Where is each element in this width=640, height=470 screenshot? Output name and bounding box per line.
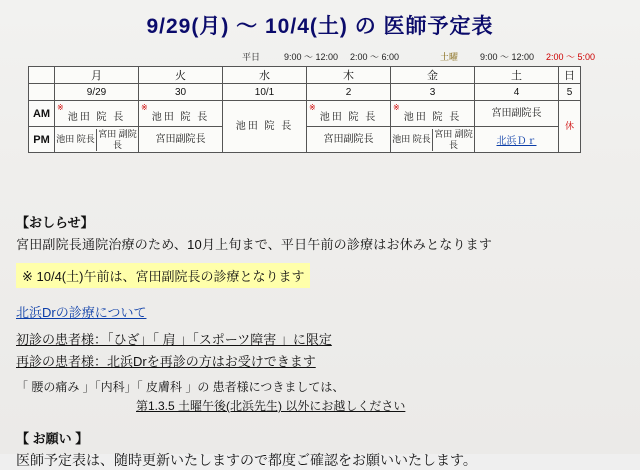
pm-mon-doctor-b: 宮田 副院長 [98, 128, 137, 150]
pm-thu [307, 127, 391, 153]
notices-section [16, 212, 628, 470]
pm-fri-doctor-b: 宮田 副院長 [434, 128, 473, 150]
date-sun: 5 [559, 84, 581, 101]
weekday-hours-label: 平日 [242, 52, 261, 62]
table-row-dayofweek [29, 67, 581, 84]
dow-fri: 金 [391, 67, 475, 84]
saturday-afternoon-hours: 2:00 ～ 5:00 [546, 52, 596, 62]
saturday-hours-label: 土曜 [440, 52, 459, 62]
am-fri [391, 101, 475, 127]
am-pm-wed [223, 101, 307, 153]
notice-heading: 【おしらせ】 [16, 215, 94, 230]
dow-sat: 土 [475, 67, 559, 84]
am-tue-doctor: 池田 院 長 [151, 112, 210, 123]
pm-sat-doctor: 北浜Ｄｒ [496, 136, 537, 147]
date-fri: 3 [391, 84, 475, 101]
pm-tue [139, 127, 223, 153]
pm-fri [391, 127, 475, 153]
am-sat-doctor: 宮田副院長 [491, 108, 542, 119]
date-tue: 30 [139, 84, 223, 101]
dow-sun: 日 [559, 67, 581, 84]
sunday-closed-label: 休 [564, 121, 574, 131]
date-mon: 9/29 [55, 84, 139, 101]
kitahama-section-title: 北浜Drの診療について [16, 305, 147, 320]
am-thu-doctor: 池田 院 長 [319, 112, 378, 123]
row-label-pm: PM [29, 127, 55, 153]
page-title: 9/29(月) ～ 10/4(土) の 医師予定表 [146, 15, 494, 38]
other-conditions-note: 「 腰の痛み 」「内科」「 皮膚科 」の 患者様につきましては、 [16, 380, 345, 394]
notice-highlight: ※ 10/4(土)午前は、宮田副院長の診療となります [16, 263, 310, 288]
asterisk-mark-am-mon: ※ [57, 103, 64, 112]
corner-cell [29, 67, 55, 84]
am-thu [307, 101, 391, 127]
request-heading: 【 お願い 】 [16, 431, 89, 446]
kitahama-revisit-rule: 再診の患者様：北浜Drを再診の方はお受けできます [16, 354, 316, 369]
pm-mon [55, 127, 139, 153]
pm-mon-doctor-a: 池田 院長 [55, 129, 97, 151]
dates-label-cell [29, 84, 55, 101]
doctor-schedule-table [28, 66, 581, 153]
pm-fri-doctor-a: 池田 院長 [391, 129, 433, 151]
table-row-am [29, 101, 581, 127]
pm-tue-doctor: 宮田副院長 [155, 134, 206, 145]
am-sat [475, 101, 559, 127]
am-mon-doctor: 池田 院 長 [67, 112, 126, 123]
dow-tue: 火 [139, 67, 223, 84]
notice-line-1: 宮田副院長通院治療のため、10月上旬まで、平日午前の診療はお休みとなります [16, 237, 493, 252]
table-row-dates [29, 84, 581, 101]
weekday-afternoon-hours: 2:00 ～ 6:00 [350, 52, 400, 62]
dow-wed: 水 [223, 67, 307, 84]
other-conditions-instruction: 第1.3.5 土曜午後(北浜先生) 以外にお越しください [136, 399, 406, 413]
asterisk-mark-am-thu: ※ [309, 103, 316, 112]
am-mon [55, 101, 139, 127]
asterisk-mark-am-tue: ※ [141, 103, 148, 112]
clinic-hours-row [28, 50, 612, 64]
sunday-closed-cell [559, 101, 581, 153]
pm-sat [475, 127, 559, 153]
date-thu: 2 [307, 84, 391, 101]
date-wed: 10/1 [223, 84, 307, 101]
kitahama-first-visit-rule: 初診の患者様：「ひざ」「 肩 」「スポーツ障害 」に限定 [16, 332, 332, 347]
dow-mon: 月 [55, 67, 139, 84]
date-sat: 4 [475, 84, 559, 101]
row-label-am: AM [29, 101, 55, 127]
am-tue [139, 101, 223, 127]
asterisk-mark-am-fri: ※ [393, 103, 400, 112]
pm-thu-doctor: 宮田副院長 [323, 134, 374, 145]
saturday-morning-hours: 9:00 ～ 12:00 [480, 52, 535, 62]
weekday-morning-hours: 9:00 ～ 12:00 [284, 52, 339, 62]
wed-doctor: 池田 院 長 [235, 121, 294, 132]
dow-thu: 木 [307, 67, 391, 84]
am-fri-doctor: 池田 院 長 [403, 112, 462, 123]
request-line: 医師予定表は、随時更新いたしますので都度ご確認をお願いいたします。 [16, 452, 477, 468]
